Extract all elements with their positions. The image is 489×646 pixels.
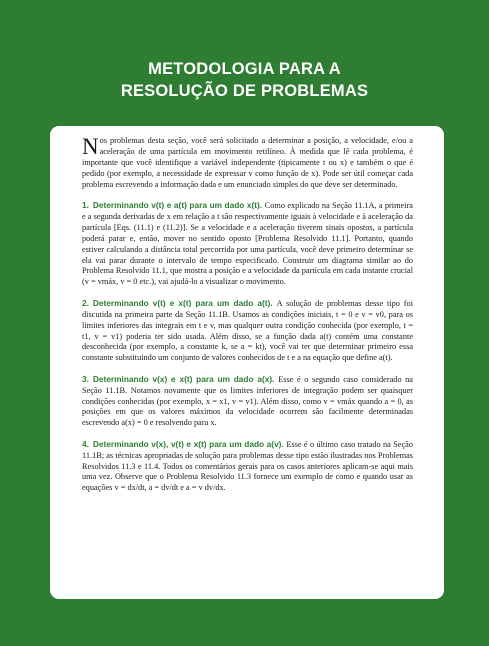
method-text-2: A solução de problemas desse tipo foi discutida na primeira parte da Seção 11.1B. Usamos as condições iniciais, t = 0 e v = v0, para os limites inferiores das integrais em t e v, mas qualquer outra condição conhecida (por exemplo, t = t1, v = v1) poderia ter sido usada. Além disso, se a função dada a(t) contém uma constante desconhecida (por exemplo, a constante k, se a = kt), você vai ter que determinar primeiro essa constante substituindo um conjunto de valores conhecidos de t e a na equação que define a(t). — [82, 298, 413, 363]
method-item-3 — [82, 374, 413, 430]
content-body — [82, 136, 413, 494]
method-item-4 — [82, 439, 413, 495]
method-heading-2 — [82, 298, 277, 308]
method-heading-text-3: Determinando v(x) e x(t) para um dado a(x). — [92, 373, 275, 384]
intro-paragraph — [82, 136, 413, 191]
page-title-line-2: RESOLUÇÃO DE PROBLEMAS — [120, 82, 369, 100]
method-heading-text-1: Determinando v(t) e a(t) para um dado x(t). — [92, 200, 263, 211]
method-heading-1 — [82, 200, 265, 210]
drop-cap: N — [82, 134, 99, 159]
page-title — [0, 58, 489, 102]
intro-text: os problemas desta seção, você será solicitado a determinar a posição, a velocidade, e/ou a aceleração de uma partícula em movimento retilíneo. À medida que lê cada problema, é importante que você identifique a variável independente (tipicamente t ou x) e também o que é pedido (por exemplo, a necessidade de expressar v como função de x). Pode ser útil começar cada problema escrevendo a informação dada e um enunciado simples do que deve ser determinado. — [82, 136, 413, 189]
method-number-2: 2. — [82, 297, 89, 308]
content-card — [50, 126, 444, 599]
method-item-2 — [82, 298, 413, 364]
method-text-3: Esse é o segundo caso considerado na Seção 11.1B. Notamos novamente que os limites inferiores de integração podem ser quaisquer condições conhecidas (por exemplo, x = x1, v = v1). Além disso, como v = vmáx quando a = 0, as posições em que os valores máximos da velocidade ocorrem são facilmente determinadas escrevendo a(x) = 0 e resolvendo para x. — [82, 374, 413, 428]
method-heading-text-4: Determinando v(x), v(t) e x(t) para um dado a(v). — [92, 438, 284, 449]
method-heading-3 — [82, 374, 278, 384]
method-text-1: Como explicado na Seção 11.1A, a primeira e a segunda derivadas de x em relação a t são respectivamente iguais à velocidade e à aceleração da partícula [Eqs. (11.1) e (11.2)]. Se a velocidade e a aceleração tiverem sinais opostos, a partícula poderá parar e, então, mover no sentido oposto [Problema Resolvido 11.1]. Portanto, quando estiver calculando a distância total percorrida por uma partícula, você deve primeiro determinar se ela vai parar durante o intervalo de tempo especificado. Construir um diagrama similar ao do Problema Resolvido 11.1, que mostra a posição e a velocidade da partícula em cada instante crucial (v = vmáx, v = 0 etc.), vai ajudá-lo a visualizar o movimento. — [82, 201, 413, 287]
method-text-4: Esse é o último caso tratado na Seção 11.1B; as técnicas apropriadas de solução para problemas desse tipo estão ilustradas nos Problemas Resolvidos 11.3 e 11.4. Todos os comentários gerais para os casos anteriores aplicam-se aqui mais uma vez. Observe que o Problema Resolvido 11.3 fornece um exemplo de como e quando usar as equações v = dx/dt, a = dv/dt e a = v dv/dx. — [82, 439, 413, 493]
method-heading-4 — [82, 439, 286, 449]
page-title-line-1: METODOLOGIA PARA A — [148, 60, 341, 78]
method-number-1: 1. — [82, 200, 89, 211]
method-heading-text-2: Determinando v(t) e x(t) para um dado a(t). — [92, 297, 273, 308]
method-number-4: 4. — [82, 438, 89, 449]
method-item-1 — [82, 200, 413, 288]
method-number-3: 3. — [82, 373, 89, 384]
